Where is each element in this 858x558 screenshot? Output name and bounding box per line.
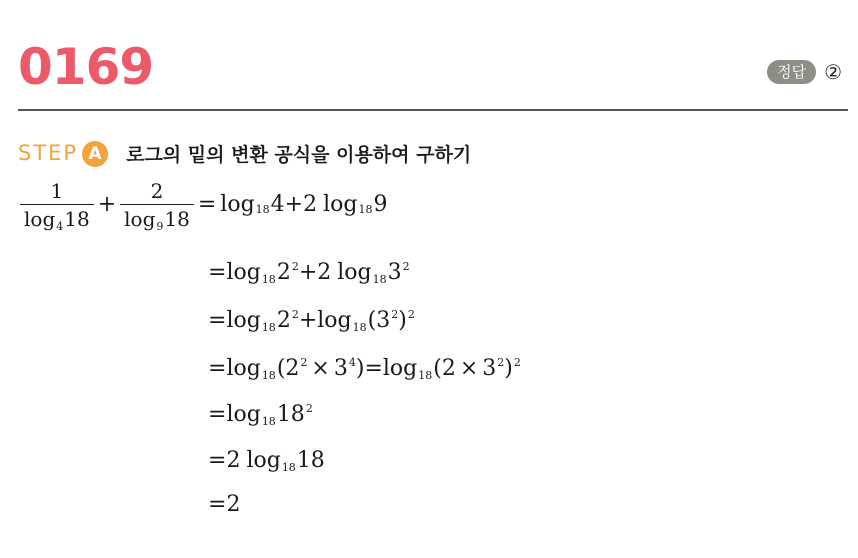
answer-box xyxy=(767,60,842,84)
equation-line-1: $\frac{1}{\log_418}$ + $\frac{2}{\log_918}$ = log 18 4 + 2 log 18 9 xyxy=(20,180,387,230)
equation-line-2: = log 18 2 2 + 2 log 18 3 2 xyxy=(208,260,410,286)
equation-line-3: = log 18 2 2 + log 18 ( 3 2 ) 2 xyxy=(208,308,415,334)
equation-line-4: = log 18 ( 2 2 × 3 4 ) = log 18 ( 2 × 3 2 ) 2 xyxy=(208,356,521,382)
fraction-2-numerator: 2 xyxy=(150,179,164,203)
step-badge: A xyxy=(82,141,108,167)
fraction-1-denominator: $\log_418$ xyxy=(20,204,94,230)
fraction-2 xyxy=(120,179,194,233)
fraction-1 xyxy=(20,179,94,233)
step-heading xyxy=(18,140,471,167)
step-label: STEP xyxy=(18,141,79,165)
problem-number: 0169 xyxy=(18,38,154,96)
answer-badge: 정답 xyxy=(767,60,816,84)
equation-line-6: = 2 log 18 18 xyxy=(208,448,325,474)
header-divider xyxy=(18,109,848,111)
step-title: 로그의 밑의 변환 공식을 이용하여 구하기 xyxy=(126,144,472,166)
fraction-1-numerator: 1 xyxy=(50,179,64,203)
fraction-2-denominator: $\log_918$ xyxy=(120,204,194,230)
equation-line-5: = log 18 18 2 xyxy=(208,402,313,428)
equation-line-7: = 2 xyxy=(208,492,241,517)
answer-value: ② xyxy=(824,60,842,84)
